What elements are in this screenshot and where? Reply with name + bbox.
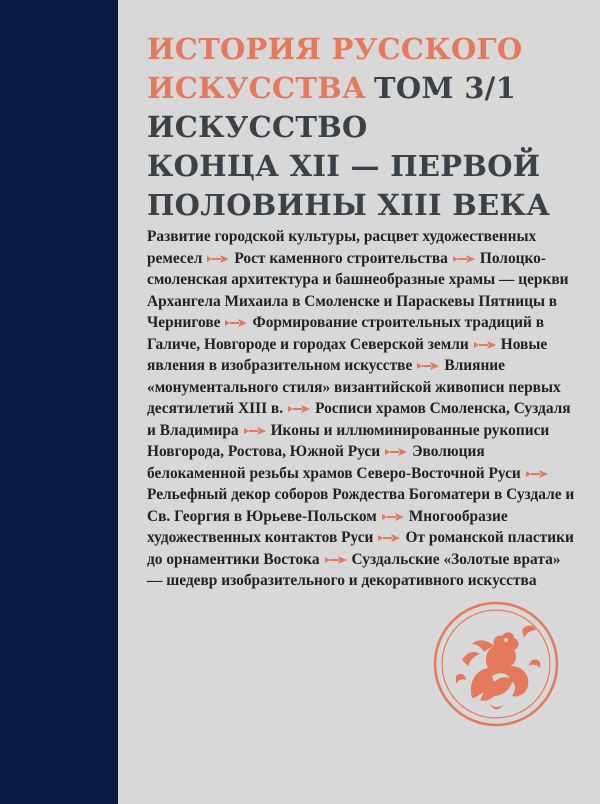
- arrow-ornament-icon: [378, 533, 400, 543]
- book-title-line1: ИСКУССТВО: [147, 110, 368, 144]
- arrow-ornament-icon: [526, 469, 548, 479]
- contents-topic: Иконы и иллюминированные рукописи Новгорода, Ростова, Южной Руси: [147, 421, 550, 460]
- contents-topic: Эволюция белокаменной резьбы храмов Северо-Восточной Руси: [147, 443, 521, 482]
- book-title-line3: ПОЛОВИНЫ XIII ВЕКА: [147, 188, 551, 222]
- arrow-ornament-icon: [382, 512, 404, 522]
- contents-topic: Влияние «монументального стиля» византийской живописи первых десятилетий XIII в.: [147, 357, 561, 417]
- contents-topic: Росписи храмов Смоленска, Суздаля и Владимира: [147, 400, 571, 439]
- contents-topic: От романской пластики до орнаментики Востока: [147, 529, 574, 568]
- contents-topic: Развитие городской культуры, расцвет художественных ремесел: [147, 228, 537, 267]
- contents-topic: Многообразие художественных контактов Руси: [147, 507, 508, 546]
- contents-topic: Суздальские «Золотые врата» — шедевр изобразительного и декоративного искусства: [147, 550, 561, 589]
- contents-list: [147, 226, 577, 592]
- series-title: [147, 30, 587, 108]
- arrow-ornament-icon: [453, 254, 475, 264]
- volume-number: ТОМ 3/1: [373, 71, 517, 105]
- cover-spine-band: [0, 0, 118, 804]
- arrow-ornament-icon: [417, 361, 439, 371]
- series-title-line1: ИСТОРИЯ РУССКОГО: [147, 32, 523, 66]
- arrow-ornament-icon: [225, 318, 247, 328]
- series-title-row2: [147, 69, 587, 108]
- arrow-ornament-icon: [207, 254, 229, 264]
- contents-topic: Рост каменного строительства: [234, 249, 448, 267]
- contents-topic: Рельефный декор соборов Рождества Богоматери в Суздале и Св. Георгия в Юрьеве-Польском: [147, 486, 575, 525]
- arrow-ornament-icon: [474, 340, 496, 350]
- arrow-ornament-icon: [385, 447, 407, 457]
- series-title-line2: ИСКУССТВА: [147, 71, 366, 105]
- arrow-ornament-icon: [325, 555, 347, 565]
- book-title-line2: КОНЦА XII — ПЕРВОЙ: [147, 149, 541, 183]
- contents-topic: Новые явления в изобразительном искусстве: [147, 335, 548, 374]
- book-title: [147, 108, 587, 225]
- contents-topic: Формирование строительных традиций в Галиче, Новгороде и городах Северской земли: [147, 314, 545, 353]
- arrow-ornament-icon: [288, 404, 310, 414]
- arrow-ornament-icon: [244, 426, 266, 436]
- contents-topic: Полоцко-смоленская архитектура и башнеобразные храмы — церкви Архангела Михаила в Смоленске и Параскевы Пятницы в Чернигове: [147, 249, 569, 331]
- griffin-medallion-icon: [432, 600, 560, 728]
